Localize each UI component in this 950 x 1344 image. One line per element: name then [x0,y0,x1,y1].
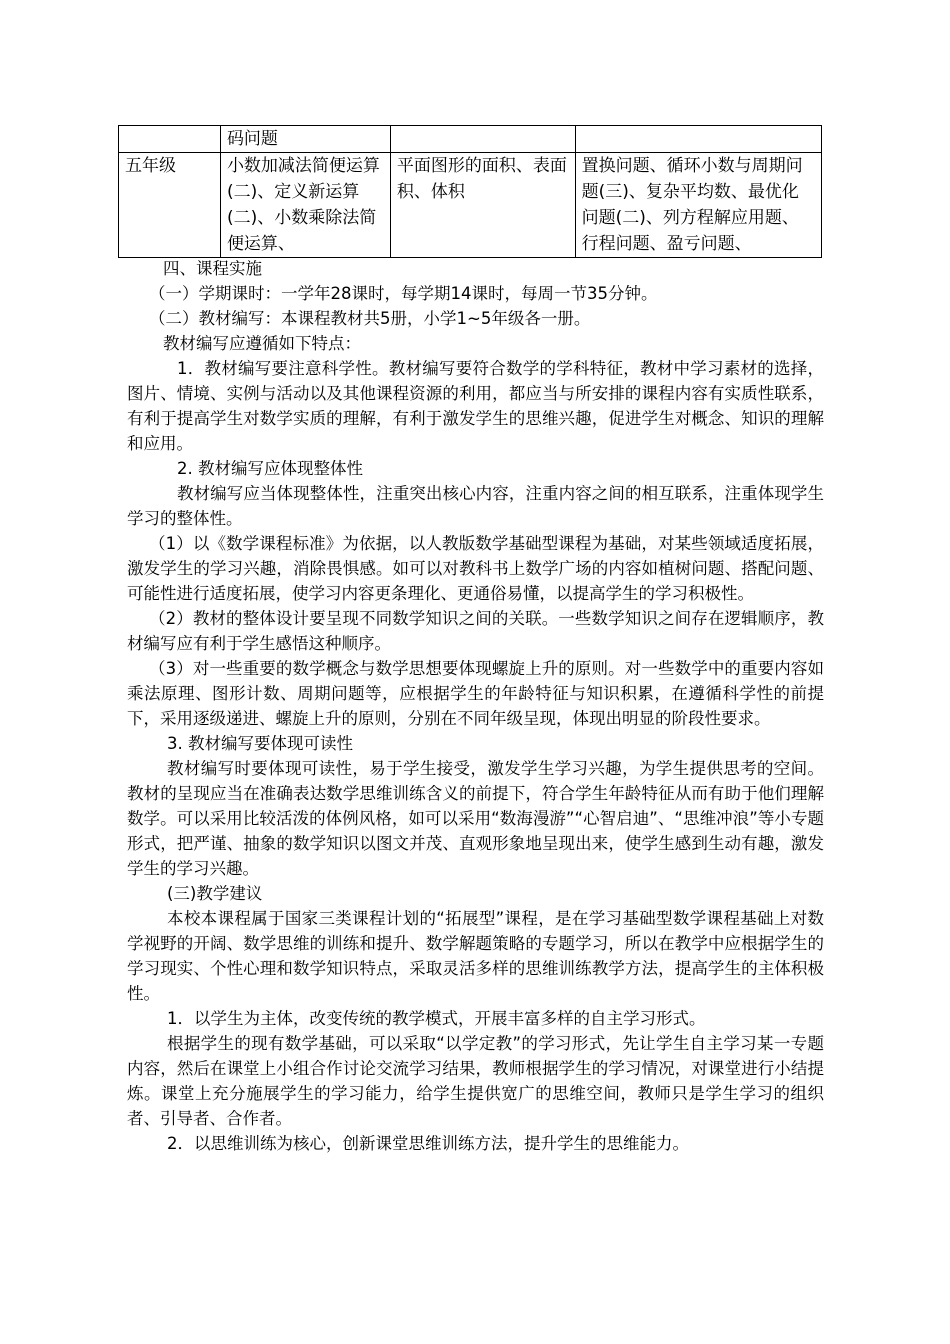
paragraph: （3）对一些重要的数学概念与数学思想要体现螺旋上升的原则。对一些数学中的重要内容如乘法原理、图形计数、周期问题等，应根据学生的年龄特征与知识积累，在遵循科学性的前提下，采用逐级递进、螺旋上升的原则，分别在不同年级呈现，体现出明显的阶段性要求。 [127,659,824,728]
section-heading: 四、课程实施 [163,259,262,278]
paragraph: 教材编写应当体现整体性，注重突出核心内容，注重内容之间的相互联系，注重体现学生学习的整体性。 [127,484,824,528]
paragraph: （二）教材编写：本课程教材共5册，小学1~5年级各一册。 [149,309,591,328]
table-cell [119,126,221,153]
paragraph: 本校本课程属于国家三类课程计划的“拓展型”课程，是在学习基础型数学课程基础上对数学视野的开阔、数学思维的训练和提升、数学解题策略的专题学习，所以在教学中应根据学生的学习现实、个性心理和数学知识特点，采取灵活多样的思维训练教学方法，提高学生的主体积极性。 [127,909,824,1003]
table-cell [390,126,575,153]
table-cell: 平面图形的面积、表面积、体积 [390,153,575,258]
paragraph: 2．以思维训练为核心，创新课堂思维训练方法，提升学生的思维能力。 [167,1134,689,1153]
paragraph: （一）学期课时：一学年28课时，每学期14课时，每周一节35分钟。 [149,284,658,303]
table-cell: 码问题 [220,126,390,153]
paragraph: 1．教材编写要注意科学性。教材编写要符合数学的学科特征，教材中学习素材的选择，图片、情境、实例与活动以及其他课程资源的利用，都应当与所安排的课程内容有实质性联系，有利于提高学生对数学实质的理解，有利于激发学生的思维兴趣，促进学生对概念、知识的理解和应用。 [127,359,824,453]
paragraph: 教材编写应遵循如下特点： [163,334,361,353]
table-cell-grade: 五年级 [119,153,221,258]
body-text [127,256,824,1156]
paragraph: 教材编写时要体现可读性，易于学生接受，激发学生学习兴趣，为学生提供思考的空间。教材的呈现应当在准确表达数学思维训练含义的前提下，符合学生年龄特征从而有助于他们理解数学。可以采用比较活泼的体例风格，如可以采用“数海漫游”“心智启迪”、“思维冲浪”等小专题形式，把严谨、抽象的数学知识以图文并茂、直观形象地呈现出来，使学生感到生动有趣，激发学生的学习兴趣。 [127,759,824,878]
table-cell: 小数加减法简便运算(二)、定义新运算(二)、小数乘除法简便运算、 [220,153,390,258]
paragraph: （2）教材的整体设计要呈现不同数学知识之间的关联。一些数学知识之间存在逻辑顺序，教材编写应有利于学生感悟这种顺序。 [127,609,824,653]
paragraph: 根据学生的现有数学基础，可以采取“以学定教”的学习形式，先让学生自主学习某一专题内容，然后在课堂上小组合作讨论交流学习结果，教师根据学生的学习情况，对课堂进行小结提炼。课堂上充分施展学生的学习能力，给学生提供宽广的思维空间，教师只是学生学习的组织者、引导者、合作者。 [127,1034,824,1128]
table-cell: 置换问题、循环小数与周期问题(三)、复杂平均数、最优化问题(二)、列方程解应用题、行程问题、盈亏问题、 [575,153,821,258]
curriculum-table [118,125,822,258]
paragraph: 1．以学生为主体，改变传统的教学模式，开展丰富多样的自主学习形式。 [167,1009,706,1028]
table-row [119,126,822,153]
subheading: (三)教学建议 [167,884,263,903]
table-cell [575,126,821,153]
subheading: 3. 教材编写要体现可读性 [167,734,353,753]
table-row [119,153,822,258]
paragraph: （1）以《数学课程标准》为依据，以人教版数学基础型课程为基础，对某些领域适度拓展，激发学生的学习兴趣，消除畏惧感。如可以对教科书上数学广场的内容如植树问题、搭配问题、可能性进行适度拓展，使学习内容更条理化、更通俗易懂，以提高学生的学习积极性。 [127,534,824,603]
subheading: 2. 教材编写应体现整体性 [177,459,363,478]
